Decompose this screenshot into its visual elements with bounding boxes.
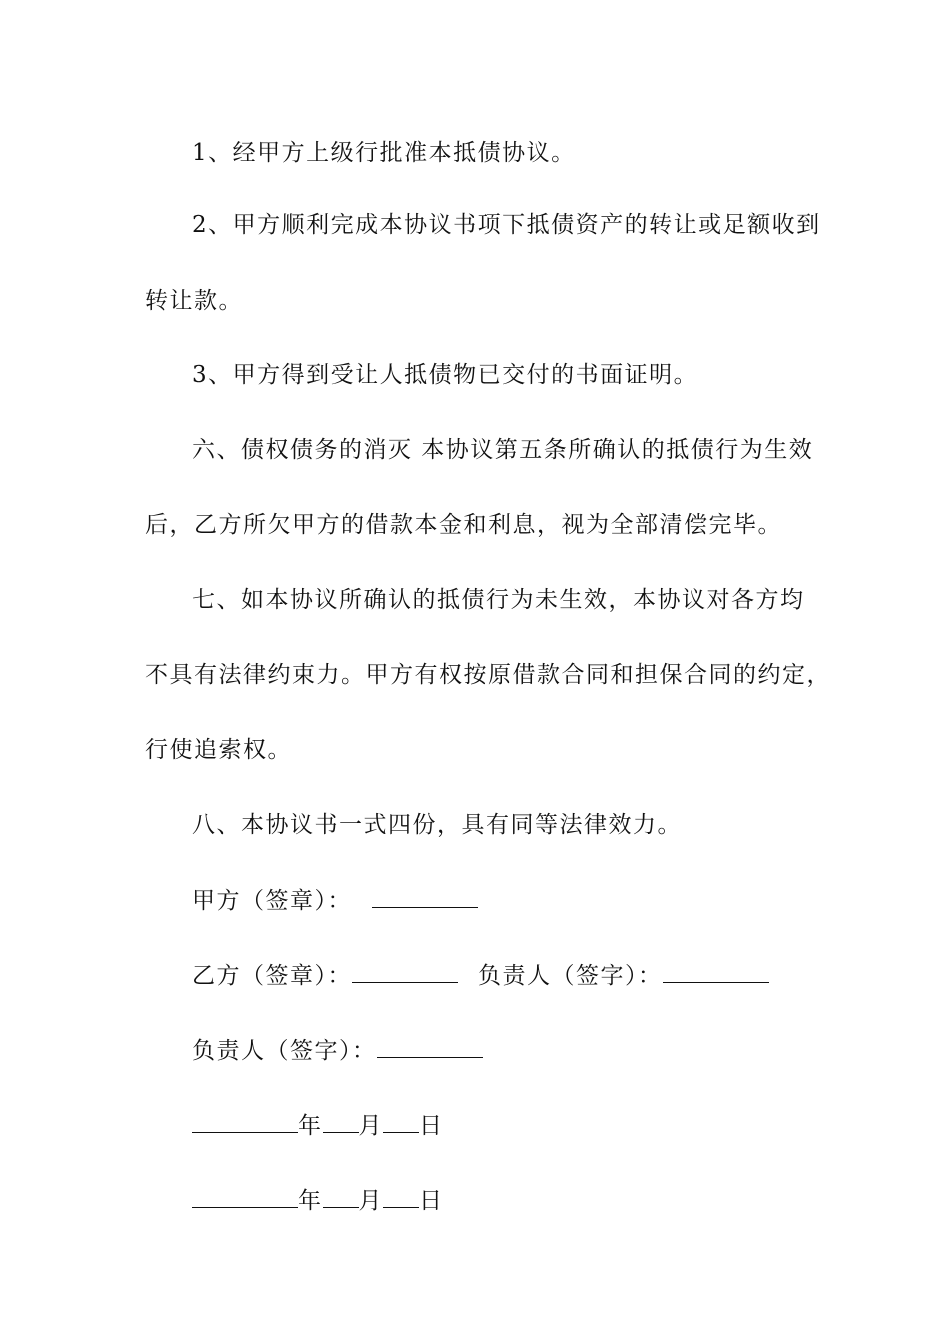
party-b-label: 乙方（签章）： [192,963,352,989]
party-b-signature-blank[interactable] [352,960,458,983]
responsible-signature-blank[interactable] [663,960,769,983]
party-a-signature-row [192,885,478,916]
year-blank[interactable] [192,1185,298,1208]
month-blank[interactable] [323,1110,359,1133]
paragraph-line: 行使追索权。 [145,737,292,763]
day-label: 日 [419,1113,444,1139]
date-row [192,1110,444,1141]
party-b-signature-row [192,960,769,991]
month-label: 月 [358,1113,383,1139]
month-blank[interactable] [323,1185,359,1208]
day-blank[interactable] [383,1185,419,1208]
paragraph-line: 不具有法律约束力。甲方有权按原借款合同和担保合同的约定， [145,662,831,688]
paragraph-line: 八、本协议书一式四份，具有同等法律效力。 [192,812,682,838]
year-label: 年 [298,1113,323,1139]
day-label: 日 [419,1188,444,1214]
paragraph-line: 六、债权债务的消灭 本协议第五条所确认的抵债行为生效 [192,437,814,463]
paragraph-line: 2、甲方顺利完成本协议书项下抵债资产的转让或足额收到 [192,212,821,238]
month-label: 月 [358,1188,383,1214]
paragraph-line: 1、经甲方上级行批准本抵债协议。 [192,140,576,166]
responsible-label: 负责人（签字）： [478,963,663,989]
responsible-signature-row [192,1035,483,1066]
party-a-signature-blank[interactable] [372,885,478,908]
responsible-signature-blank[interactable] [377,1035,483,1058]
year-blank[interactable] [192,1110,298,1133]
day-blank[interactable] [383,1110,419,1133]
paragraph-line: 后，乙方所欠甲方的借款本金和利息，视为全部清偿完毕。 [145,512,782,538]
party-a-label: 甲方（签章）： [192,888,352,914]
paragraph-line: 3、甲方得到受让人抵债物已交付的书面证明。 [192,362,699,388]
paragraph-line: 七、如本协议所确认的抵债行为未生效，本协议对各方均 [192,587,805,613]
date-row [192,1185,444,1216]
responsible-label: 负责人（签字）： [192,1038,377,1064]
paragraph-line: 转让款。 [145,288,243,314]
year-label: 年 [298,1188,323,1214]
